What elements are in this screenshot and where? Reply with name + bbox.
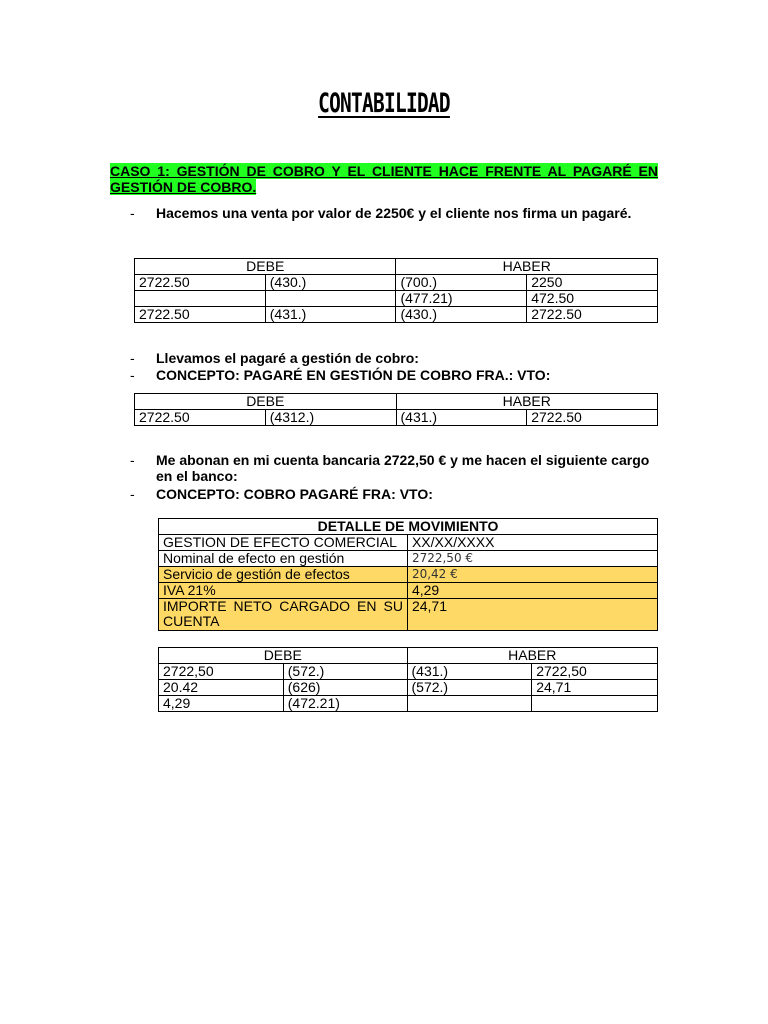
table-cell: 24,71 [407,599,657,631]
table-row [135,275,658,291]
table-cell: (700.) [396,275,527,291]
detail-header: DETALLE DE MOVIMIENTO [159,519,658,535]
table-cell: 4,29 [159,696,284,712]
table-header-row [135,259,658,275]
table-header-row [159,519,658,535]
bullet-dash: - [130,205,135,221]
table-row [159,583,658,599]
table-cell: (431.) [407,664,532,680]
table-cell: (4312.) [265,410,396,426]
table-cell: 2722.50 [135,275,266,291]
ledger-table-2 [134,393,658,426]
debe-header: DEBE [135,394,397,410]
table-cell: Nominal de efecto en gestión [159,551,408,567]
table-row [159,567,658,583]
table-row [159,664,658,680]
table-row [159,551,658,567]
bullet-item [130,350,660,366]
bullet-text: Me abonan en mi cuenta bancaria 2722,50 € y me hacen el siguiente cargo en el banco: [156,452,650,484]
table-cell: (430.) [265,275,396,291]
table-cell: 472.50 [527,291,658,307]
table-cell: (477.21) [396,291,527,307]
table-cell: (431.) [396,410,527,426]
table-cell: (472.21) [283,696,407,712]
table-cell [532,696,658,712]
table-cell: GESTION DE EFECTO COMERCIAL [159,535,408,551]
bullet-item [130,486,660,502]
table-cell: 2722.50 [527,410,658,426]
table-cell: IMPORTE NETO CARGADO EN SU CUENTA [159,599,408,631]
table-cell [135,291,266,307]
table-cell: (626) [283,680,407,696]
haber-header: HABER [396,394,658,410]
table-cell: 24,71 [532,680,658,696]
haber-header: HABER [396,259,658,275]
table-cell: 2722,50 [159,664,284,680]
table-cell: 2722,50 € [407,551,657,567]
table-cell: 4,29 [407,583,657,599]
table-header-row [159,648,658,664]
bullet-text: Llevamos el pagaré a gestión de cobro: [156,350,419,366]
bullet-text: CONCEPTO: COBRO PAGARÉ FRA: VTO: [156,486,433,502]
table-row [159,696,658,712]
bullet-item [130,452,660,484]
bullet-item [130,205,660,221]
bullet-dash: - [130,350,135,366]
table-cell: 2722,50 [532,664,658,680]
table-cell: XX/XX/XXXX [407,535,657,551]
haber-header: HABER [407,648,657,664]
table-cell: 2722.50 [135,307,266,323]
table-row [159,599,658,631]
table-cell: 2250 [527,275,658,291]
debe-header: DEBE [159,648,408,664]
table-cell: (572.) [407,680,532,696]
debe-header: DEBE [135,259,396,275]
ledger-table-1 [134,258,658,323]
page-title: CONTABILIDAD [318,88,450,119]
table-header-row [135,394,658,410]
table-cell: 20,42 € [407,567,657,583]
table-cell [407,696,532,712]
table-cell: IVA 21% [159,583,408,599]
table-row [135,307,658,323]
case-heading-text: CASO 1: GESTIÓN DE COBRO Y EL CLIENTE HACE FRENTE AL PAGARÉ EN GESTIÓN DE COBRO. [110,163,658,195]
bullet-item [130,367,660,383]
bullet-dash: - [130,452,135,468]
bullet-dash: - [130,486,135,502]
table-cell: 20.42 [159,680,284,696]
bullet-dash: - [130,367,135,383]
table-cell [265,291,396,307]
table-cell: (430.) [396,307,527,323]
table-row [135,410,658,426]
ledger-table-3 [158,647,658,712]
table-cell: 2722.50 [527,307,658,323]
table-row [135,291,658,307]
table-cell: Servicio de gestión de efectos [159,567,408,583]
movement-detail-table [158,518,658,631]
case-heading [110,163,658,195]
table-cell: 2722.50 [135,410,266,426]
table-cell: (572.) [283,664,407,680]
table-row [159,535,658,551]
bullet-text: Hacemos una venta por valor de 2250€ y el cliente nos firma un pagaré. [156,205,632,221]
bullet-text: CONCEPTO: PAGARÉ EN GESTIÓN DE COBRO FRA.: VTO: [156,367,551,383]
table-cell: (431.) [265,307,396,323]
table-row [159,680,658,696]
